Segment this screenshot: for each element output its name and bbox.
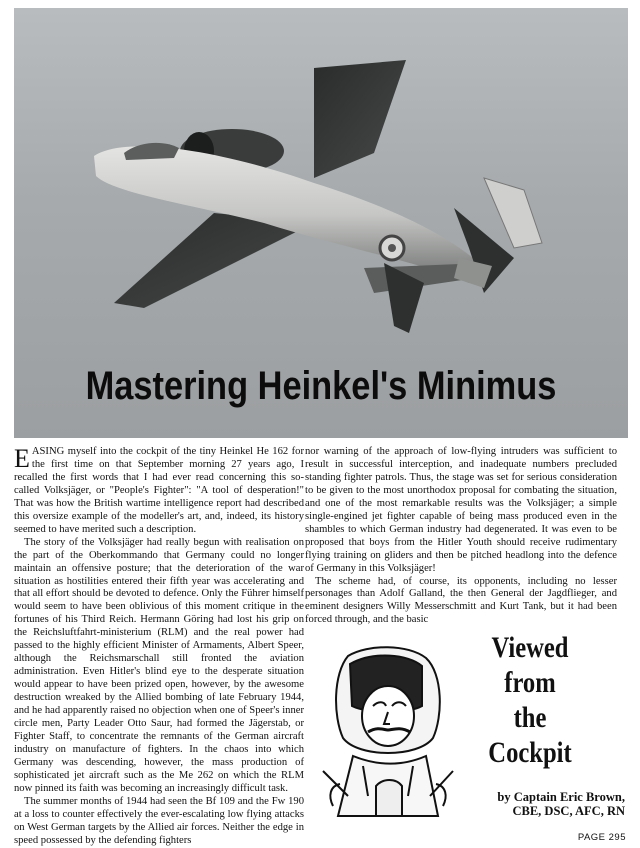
left-column	[14, 446, 304, 848]
feature-title-line-3: the	[513, 701, 547, 734]
paragraph-1	[14, 446, 304, 537]
byline-line-2: CBE, DSC, AFC, RN	[512, 804, 625, 818]
author-byline	[425, 790, 625, 818]
paragraph-4: nor warning of the approach of low-flying intruders was sufficient to result in successful interception, and inadequate numbers precluded standing fighter patrols. Thus, the stage was set for serious consideration to be given to the most unorthodox proposal for combating the situation, and one of the most remarkable results was the Volksjäger; a simple single-engined jet fighter capable of being mass produced even in the shambles to which German industry had degenerated. It was even to be proposed that boys from the Hitler Youth should receive rudimentary flying training on gliders and then be pitched headlong into the defence of Germany in this Volksjäger!	[305, 446, 617, 574]
paragraph-5: The scheme had, of course, its opponents, including no lesser personages than Adolf Galland, the then General der Jagdflieger, and eminent designers Willy Messerschmitt and Kurt Tank, but it had been forced through, and the basic	[305, 575, 617, 626]
page-number: PAGE 295	[577, 832, 626, 843]
article-headline: Mastering Heinkel's Minimus	[85, 364, 557, 408]
drop-cap: E	[14, 444, 30, 473]
feature-title	[453, 630, 607, 770]
feature-title-line-1: Viewed	[491, 631, 569, 664]
paragraph-1-text: myself into the cockpit of the tiny Heinkel He 162 for the first time on that September morning 27 years ago, I recalled the first words that I had ever read concerning this so-called Volksjäger, or "People's Fighter": "A tool of desperation!" That was how the British wartime intelligence report had described this oversize example of the modeller's art, and, indeed, its history seemed to have merited such a description.	[14, 446, 304, 535]
feature-title-line-4: Cockpit	[488, 736, 572, 769]
opening-smallcaps: ASING	[31, 446, 65, 457]
byline-line-1: by Captain Eric Brown,	[497, 790, 625, 804]
paragraph-2: The story of the Volksjäger had really begun with realisation on the part of the Oberkommando that Germany could no longer maintain an offensive posture; that the deterioration of the war situation as hostilities entered their fifth year was accelerating and that all effort should be devoted to defence. Only the Führer himself would seem to have been oblivious of this moment critique in the fortunes of his Third Reich. Hermann Göring had lost his grip on the Reichsluftfahrt-ministerium (RLM) and the real power had passed to the highly efficient Minister of Armaments, Albert Speer, although the Reichsmarschall still fronted the aviation administration. Even Hitler's blind eye to the desperate situation would appear to have been prized open, however, by the awesome destruction wreaked by the Allied bombing of late February 1944, and he had apparently raised no objection when one of Speer's inner circle men, Party Leader Otto Saur, had formed the Jägerstab, or Fighter Staff, to concentrate the remnants of the German aircraft industry on manufacture of fighters. In the chaos into which Germany was descending, however, the mass production of sophisticated jet aircraft such as the Me 262 on which the RLM now pinned its faith was becoming an increasingly difficult task.	[14, 536, 304, 794]
paragraph-3: The summer months of 1944 had seen the Bf 109 and the Fw 190 at a loss to counter effectively the ever-escalating low flying attacks on West German targets by the Allied air forces. Neither the edge in speed possessed by the defending fighters	[14, 795, 304, 846]
right-column	[305, 446, 617, 627]
feature-title-line-2: from	[504, 666, 556, 699]
